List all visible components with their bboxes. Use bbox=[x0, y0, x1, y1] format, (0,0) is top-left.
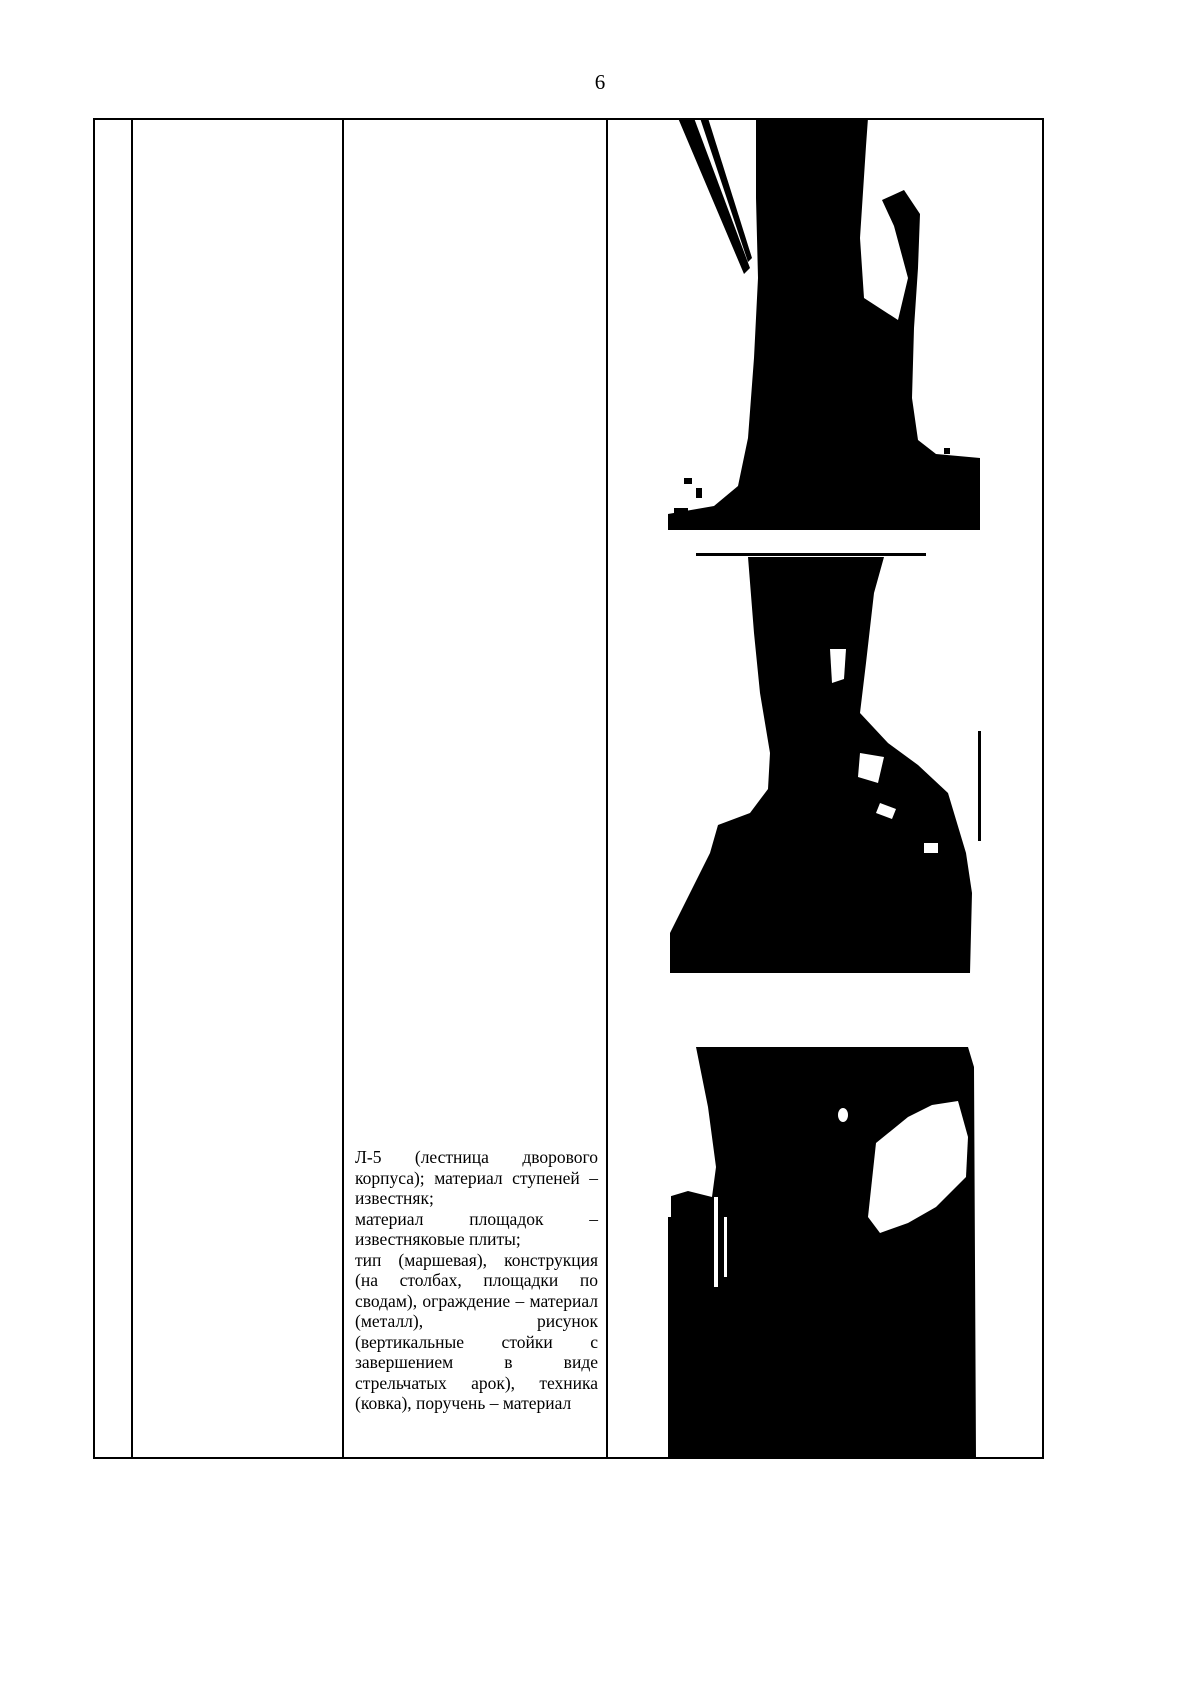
stair-photo-1 bbox=[668, 118, 982, 530]
column-divider-3 bbox=[606, 118, 608, 1459]
staircase-description-cell bbox=[355, 1147, 598, 1414]
column-divider-1 bbox=[131, 118, 133, 1459]
description-line-3: тип (маршевая), конструкция (на столбах, площадки по сводам), ограждение – материал (металл), рисунок (вертикальные стойки с завершением в виде стрельчатых арок), техника (ковка), поручень – материал bbox=[355, 1249, 598, 1413]
stair-photo-3 bbox=[668, 1047, 980, 1459]
stair-photo-2 bbox=[670, 553, 984, 973]
description-line-2: материал площадок – известняковые плиты; bbox=[355, 1208, 598, 1249]
column-divider-2 bbox=[342, 118, 344, 1459]
description-line-1: Л-5 (лестница дворового корпуса); материал ступеней – известняк; bbox=[355, 1147, 598, 1208]
page-number: 6 bbox=[594, 70, 606, 94]
